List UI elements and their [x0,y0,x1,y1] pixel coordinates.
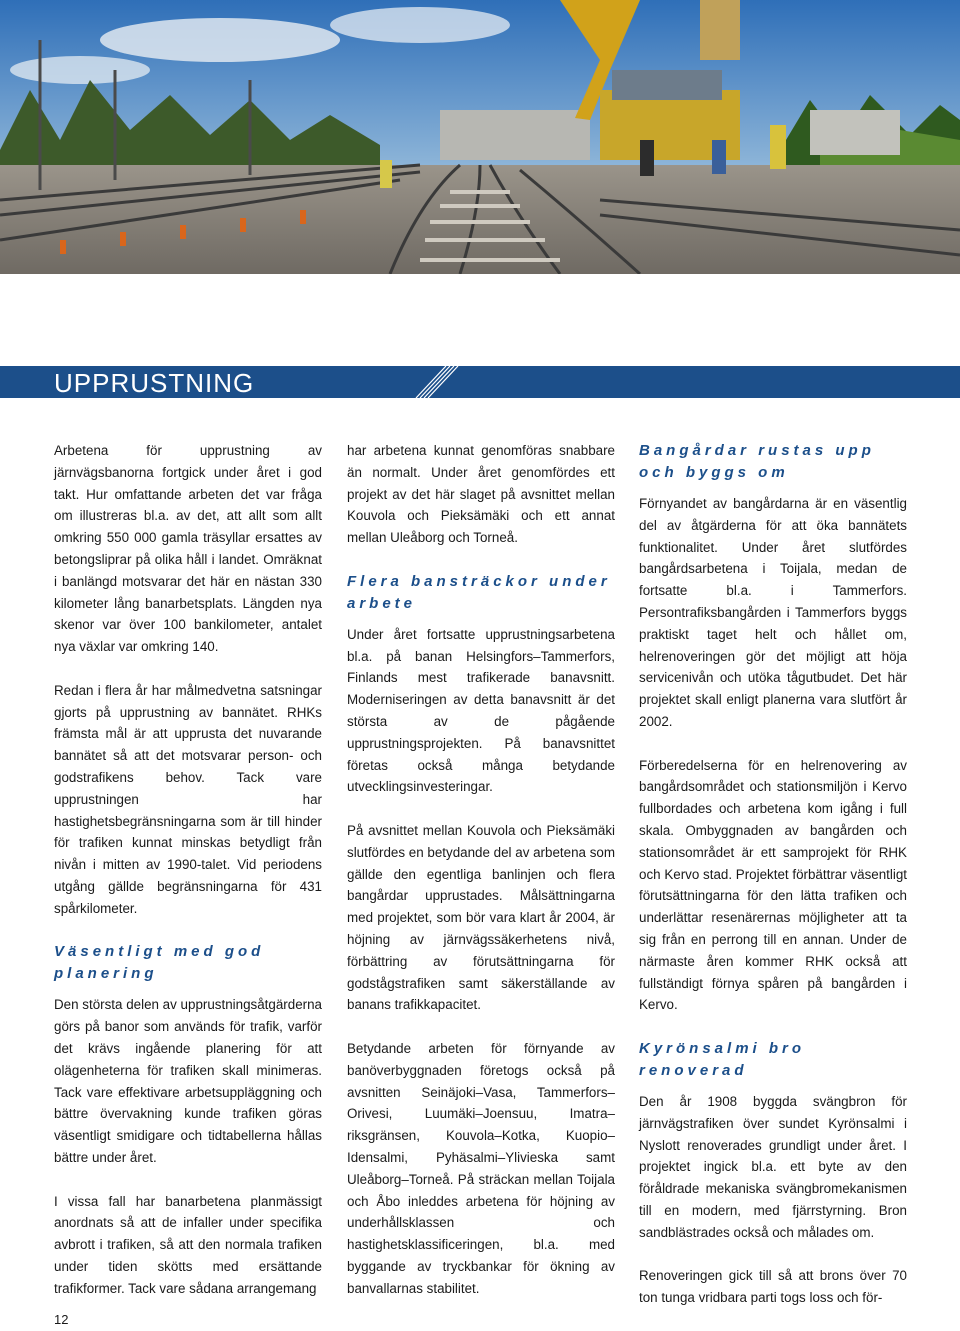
paragraph: Förberedelserna för en helrenovering av bangårdsområdet och stationsmiljön i Kervo fullbordades och arbetena kom igång i full skala. Ombyggnaden av bangården och stationsområdet är ett samprojekt för RHK och Kervo stad. Projektet förbättrar väsentligt förutsättningarna för den lätta trafiken och underlättar resenärernas möjligheter att ta sig från en perrong till en annan. Under de närmaste åren kommer RHK också att fullständigt förnya spåren på bangården i Kervo. [639,757,907,1013]
subheading: Kyrönsalmi bro renoverad [639,1039,806,1079]
paragraph: Den år 1908 byggda svängbron för järnvägstrafiken över sundet Kyrönsalmi i Nyslott renoverades grundligt under året. I projektet ingick bl.a. ett byte av den föråldrade mekaniska svängbromekanismen till en modern, med fjärrstyrning. Bron sandblästrades också och målades om. [639,1093,907,1240]
paragraph: På avsnittet mellan Kouvola och Pieksämäki slutfördes en betydande del av arbetena som gällde den egentliga banlinjen och flera bangårdar upprustades. Målsättningarna med projektet, som bör vara klart år 2004, är höjning av järnvägssäkerhetens nivå, förbättring av förutsättningarna för godstågstrafiken samt säkerställande av banans trafikkapacitet. [347,822,615,1013]
railway-construction-photo [0,0,960,274]
paragraph: har arbetena kunnat genomföras snabbare än normalt. Under året genomfördes ett projekt av det här slaget på avsnittet mellan Kouvola och Pieksämäki och ett annat mellan Uleåborg och Torneå. [347,443,615,546]
paragraph: Arbetena för upprustning av järnvägsbanorna fortgick under året i god takt. Hur omfattande arbeten det var fråga om illustreras bl.a. av det, att allt som allt omkring 550 000 gamla träsyllar ersattes av betongsliprar på olika håll i landet. Omräknat i banlängd motsvarar det här en nästan 330 kilometer lång banarbetsplats. Längden nya skenor var över 100 bankilometer, antalet nya växlar var omkring 140. [54,443,322,655]
page-number: 12 [54,1312,69,1327]
diagonal-stripes-icon [402,366,462,398]
subheading: Väsentligt med god planering [54,943,265,983]
paragraph: Förnyandet av bangårdarna är en väsentlig del av åtgärderna för att öka bannätets funktionalitet. Under året slutfördes bangårdsarbetena i Toijala, medan de fortsatte bl.a. i Tammerfors. Persontrafiksbangården i Tammerfors byggs praktiskt taget helt och hållet om, helrenoveringen gör det möjligt att höja servicenivån och utöka tågutbudet. Det här projektet skall enligt planerna vara slutfört år 2002. [639,496,907,729]
paragraph: I vissa fall har banarbetena planmässigt anordnats så att de infaller under specifika avbrott i trafiken, så att den normala trafiken under tiden skötts med ersättande trafikformer. Tack vare sådana arrangemang [54,1193,322,1296]
page-title: UPPRUSTNING [54,368,255,398]
text-column-3 [639,440,907,1331]
paragraph: Under året fortsatte upprustningsarbetena bl.a. på banan Helsingfors–Tammerfors, Finlands mest trafikerade banavsnitt. Moderniseringen av detta banavsnitt är det största av de pågående upprustningsprojekten. På banavsnittet företas också många betydande utvecklingsinvesteringar. [347,626,615,795]
section-banner [0,366,960,398]
paragraph: Redan i flera år har målmedvetna satsningar gjorts på upprustning av bannätet. RHKs främsta mål är att upprusta det nuvarande bannätet så att det motsvarar person- och godstrafikens behov. Tack vare upprustningen har hastighetsbegränsningarna som är till hinder för trafiken kunnat minskas betydligt från nivån i mitten av 1990-talet. Vid periodens utgång gällde begränsningarna för 431 spårkilometer. [54,682,322,916]
paragraph: Renoveringen gick till så att brons över 70 ton tunga vridbara parti togs loss och för- [639,1268,907,1306]
subheading: Flera bansträckor under arbete [347,572,611,612]
text-column-2 [347,440,615,1321]
subheading: Bangårdar rustas upp och byggs om [639,442,875,481]
text-column-1 [54,440,322,1321]
paragraph: Den största delen av upprustningsåtgärderna görs på banor som används för trafik, varför det krävs ingående planering för att olägenheterna för trafiken skall minimeras. Tack vare effektivare arbetsuppläggning och bättre övervakning kunde trafiken göras väsentligt smidigare och tidtabellerna hållas bättre under året. [54,997,322,1165]
paragraph: Betydande arbeten för förnyande av banöverbyggnaden företogs också på avsnitten Seinäjoki–Vasa, Tammerfors–Orivesi, Luumäki–Joensuu, Imatra–riksgränsen, Kouvola–Kotka, Kuopio–Idensalmi, Pyhäsalmi–Ylivieska samt Uleåborg–Torneå. På sträckan mellan Toijala och Åbo inleddes arbetena för höjning av underhållsklassen och hastighetsklassificeringen, bl.a. med byggande av tryckbankar för ökning av banvallarnas stabilitet. [347,1040,615,1296]
